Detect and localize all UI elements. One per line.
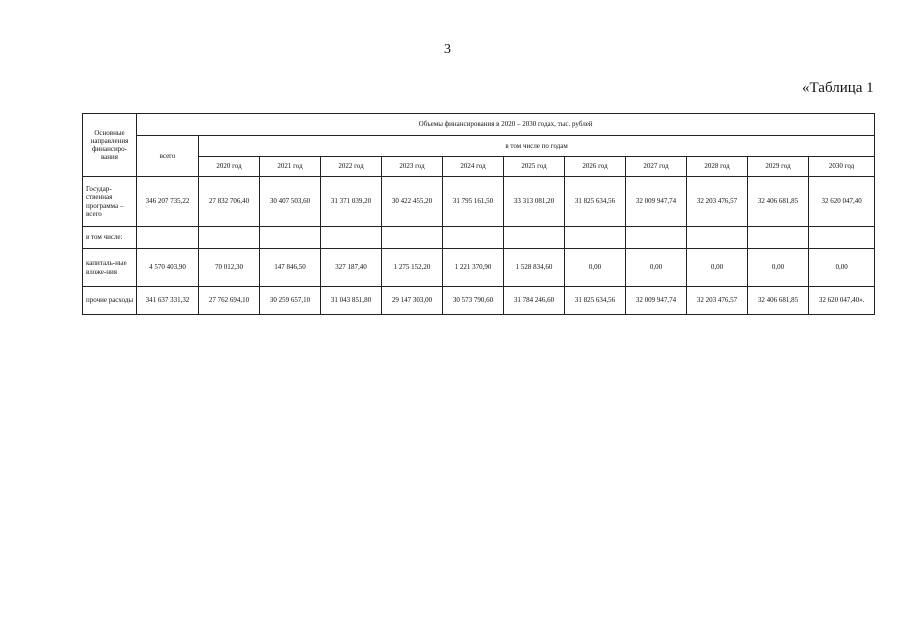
total-cell: 341 637 331,32: [137, 287, 199, 315]
row-label: прочие расходы: [83, 287, 137, 315]
year-header: 2024 год: [443, 157, 504, 177]
year-header: 2023 год: [382, 157, 443, 177]
empty-cell: [443, 227, 504, 249]
group-title: Объемы финансирования в 2020 – 2030 годах, тыс. рублей: [137, 114, 875, 136]
value-cell: 30 407 503,60: [260, 177, 321, 227]
row-label: капиталь-ные вложе-ния: [83, 249, 137, 287]
value-cell: 0,00: [565, 249, 626, 287]
empty-cell: [687, 227, 748, 249]
value-cell: 327 187,40: [321, 249, 382, 287]
value-cell: 30 259 657,10: [260, 287, 321, 315]
value-cell: 32 406 681,85: [748, 287, 809, 315]
empty-cell: [260, 227, 321, 249]
page-number: 3: [444, 42, 451, 57]
value-cell: 33 313 081,20: [504, 177, 565, 227]
row-header-title: Основные направления финансиро-вания: [83, 114, 137, 177]
value-cell: 32 203 476,57: [687, 287, 748, 315]
by-years-header: в том числе по годам: [199, 136, 875, 157]
value-cell: 1 221 370,90: [443, 249, 504, 287]
empty-cell: [137, 227, 199, 249]
value-cell: 31 795 161,50: [443, 177, 504, 227]
year-header: 2026 год: [565, 157, 626, 177]
table-row: [83, 177, 875, 227]
value-cell: 32 009 947,74: [626, 177, 687, 227]
empty-cell: [382, 227, 443, 249]
empty-cell: [504, 227, 565, 249]
value-cell: 0,00: [748, 249, 809, 287]
value-cell: 31 371 039,20: [321, 177, 382, 227]
empty-cell: [809, 227, 875, 249]
year-header: 2020 год: [199, 157, 260, 177]
value-cell: 1 275 152,20: [382, 249, 443, 287]
year-header: 2025 год: [504, 157, 565, 177]
row-label: в том числе:: [83, 227, 137, 249]
total-cell: 346 207 735,22: [137, 177, 199, 227]
table-row: [83, 287, 875, 315]
year-header: 2028 год: [687, 157, 748, 177]
total-cell: 4 570 403,90: [137, 249, 199, 287]
value-cell: 32 203 476,57: [687, 177, 748, 227]
year-header: 2030 год: [809, 157, 875, 177]
empty-cell: [321, 227, 382, 249]
value-cell: 32 406 681,85: [748, 177, 809, 227]
value-cell: 32 009 947,74: [626, 287, 687, 315]
value-cell: 70 012,30: [199, 249, 260, 287]
value-cell: 29 147 303,00: [382, 287, 443, 315]
value-cell: 31 784 246,60: [504, 287, 565, 315]
year-header: 2027 год: [626, 157, 687, 177]
value-cell: 0,00: [809, 249, 875, 287]
year-header: 2022 год: [321, 157, 382, 177]
year-header: 2021 год: [260, 157, 321, 177]
financing-table: [82, 113, 875, 315]
value-cell: 31 825 634,56: [565, 177, 626, 227]
table-caption: «Таблица 1: [802, 80, 874, 96]
value-cell: 0,00: [687, 249, 748, 287]
empty-cell: [748, 227, 809, 249]
value-cell: 30 573 790,60: [443, 287, 504, 315]
value-cell: 30 422 455,20: [382, 177, 443, 227]
value-cell: 27 762 694,10: [199, 287, 260, 315]
table-row: [83, 227, 875, 249]
year-header: 2029 год: [748, 157, 809, 177]
value-cell: 0,00: [626, 249, 687, 287]
value-cell: 31 825 634,56: [565, 287, 626, 315]
value-cell: 27 832 706,40: [199, 177, 260, 227]
value-cell: 32 620 047,40: [809, 177, 875, 227]
empty-cell: [626, 227, 687, 249]
table-row: [83, 249, 875, 287]
empty-cell: [199, 227, 260, 249]
value-cell: 31 043 851,80: [321, 287, 382, 315]
empty-cell: [565, 227, 626, 249]
value-cell: 1 528 834,60: [504, 249, 565, 287]
total-header: всего: [137, 136, 199, 177]
value-cell: 147 846,50: [260, 249, 321, 287]
value-cell: 32 620 047,40».: [809, 287, 875, 315]
row-label: Государ-ственная программа – всего: [83, 177, 137, 227]
